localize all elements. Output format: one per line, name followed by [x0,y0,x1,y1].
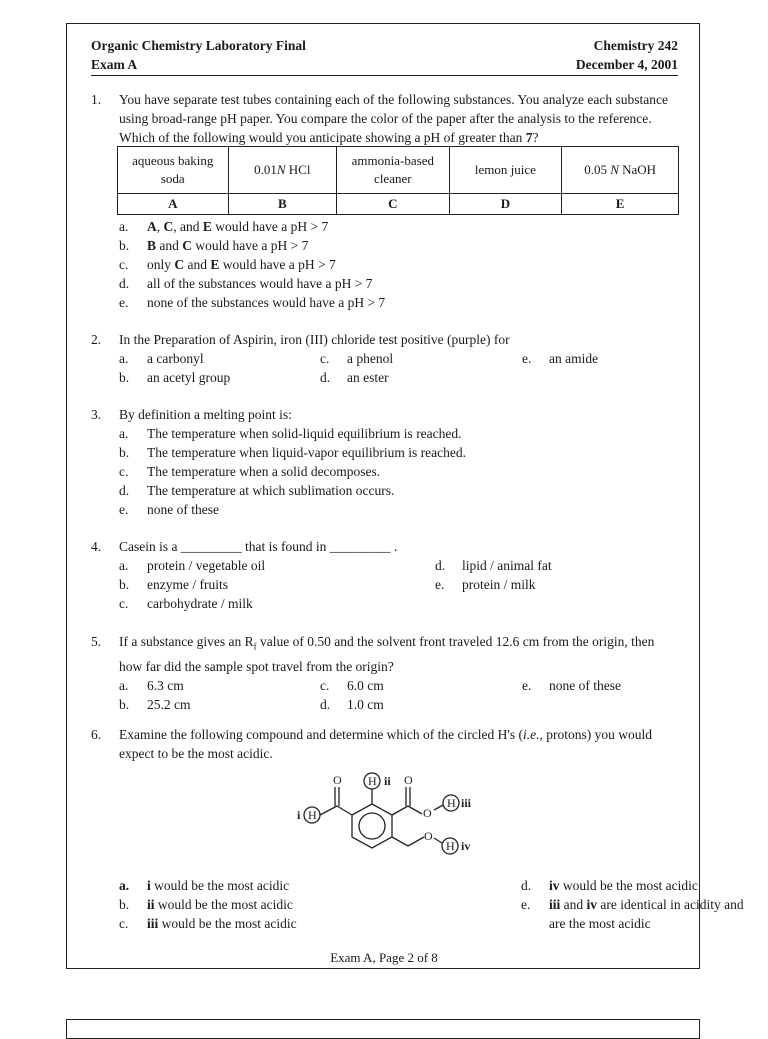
question-1-options [91,217,679,312]
option-row-1: a. a carbonyl c. a phenol e. an amide [119,351,599,366]
oxygen-label: O [423,806,432,820]
option-d[interactable]: d. The temperature at which sublimation occurs. [119,483,395,498]
question-text: If a substance gives an $R_f$ value of 0.50 and the solvent front traveled 12.6 cm from the origin, then how far did the sample spot travel from the origin? [119,634,655,674]
question-number: 3. [91,407,102,422]
bond [434,805,443,810]
substance-c-letter: C [337,194,450,215]
question-6 [91,725,679,763]
question-text-start: You have separate test tubes containing each of the following substances. You analyze each substance using broad-range pH paper. You compare the color of the paper after the analysis to the reference. Which of the following would you anticipate showing a pH of greater than [119,92,668,145]
question-text: In the Preparation of Aspirin, iron (III) chloride test positive (purple) for [119,332,510,347]
option-c[interactable]: c. carbohydrate / milk [119,596,253,611]
question-text [119,90,679,147]
header-left [91,36,306,74]
question-text: Examine the following compound and determine which of the circled H's (i.e., protons) you would expect to be the most acidic. [119,727,652,761]
oxygen-label: O [424,829,433,843]
label-i: i [297,808,301,822]
bond [408,806,422,814]
option-row-1: a. 6.3 cm c. 6.0 cm e. none of these [119,677,621,693]
bond [392,837,408,846]
bond [337,806,352,815]
option-e[interactable]: e. none of these [119,502,219,517]
question-text: By definition a melting point is: [119,407,292,422]
substance-e-name: 0.05 N NaOH [562,147,679,194]
option-row-3: c. iii would be the most acidic are the most acidic [119,916,651,931]
header-right [576,36,678,74]
option-a[interactable]: a. A, C, and E would have a pH > 7 [119,219,329,234]
substance-b-name: 0.01N HCl [228,147,336,194]
hydrogen-label: H [446,839,455,853]
question-number: 6. [91,727,102,742]
hydrogen-label: H [368,774,377,788]
option-row-2: b. ii would be the most acidic e. iii and iv are identical in acidity and [119,897,744,912]
benzene-ring [352,804,392,848]
bond [434,838,442,843]
label-iv: iv [461,839,471,853]
question-number: 5. [91,634,102,649]
question-text-end: ? [532,130,539,145]
substance-a-name: aqueous baking soda [118,147,229,194]
substance-b-letter: B [228,194,336,215]
substance-a-letter: A [118,194,229,215]
exam-label: Exam A [91,57,138,72]
option-row-1: a. i would be the most acidic d. iv would be the most acidic [119,878,698,893]
next-page-border [66,1019,700,1039]
option-a[interactable]: a. The temperature when solid-liquid equilibrium is reached. [119,426,462,441]
option-c[interactable]: c. The temperature when a solid decomposes. [119,464,381,479]
substance-letters-row [118,194,679,215]
aromatic-circle [359,813,385,839]
oxygen-label: O [404,773,413,787]
molecule-diagram [280,770,500,870]
bond [320,806,337,815]
option-b[interactable]: b. The temperature when liquid-vapor equilibrium is reached. [119,445,467,460]
option-row-2: b. an acetyl group d. an ester [119,370,389,385]
course-title: Organic Chemistry Laboratory Final [91,38,306,53]
question-2 [91,330,679,387]
question-number: 1. [91,92,102,107]
oxygen-label: O [333,773,342,787]
hydrogen-label: H [447,796,456,810]
option-row-2: b. enzyme / fruits e. protein / milk [119,577,536,592]
question-6-options [91,876,744,933]
option-row-1: a. protein / vegetable oil d. lipid / animal fat [119,558,552,573]
header-divider [91,75,678,76]
option-e-continued: are the most acidic [549,916,651,931]
option-c[interactable]: c. only C and E would have a pH > 7 [119,257,336,272]
substance-d-name: lemon juice [449,147,562,194]
label-ii: ii [384,774,391,788]
question-number: 4. [91,539,102,554]
substance-e-letter: E [562,194,679,215]
substance-c-name: ammonia-based cleaner [337,147,450,194]
question-number: 2. [91,332,102,347]
hydrogen-label: H [308,808,317,822]
substance-table [117,146,679,215]
question-text-bold: 7 [525,130,533,145]
bond [408,837,424,846]
question-5 [91,632,679,714]
substance-names-row [118,147,679,194]
option-e[interactable]: e. none of the substances would have a pH > 7 [119,295,386,310]
page-footer: Exam A, Page 2 of 8 [330,950,438,965]
option-d[interactable]: d. all of the substances would have a pH > 7 [119,276,373,291]
question-text: Casein is a _________ that is found in _________ . [119,539,398,554]
bond [392,806,408,815]
question-4 [91,537,679,613]
option-row-2: b. 25.2 cm d. 1.0 cm [119,696,384,712]
label-iii: iii [461,796,472,810]
exam-date: December 4, 2001 [575,57,678,72]
question-3 [91,405,679,519]
course-number: Chemistry 242 [593,38,678,53]
question-1 [91,90,679,147]
option-b[interactable]: b. B and C would have a pH > 7 [119,238,309,253]
substance-d-letter: D [449,194,562,215]
